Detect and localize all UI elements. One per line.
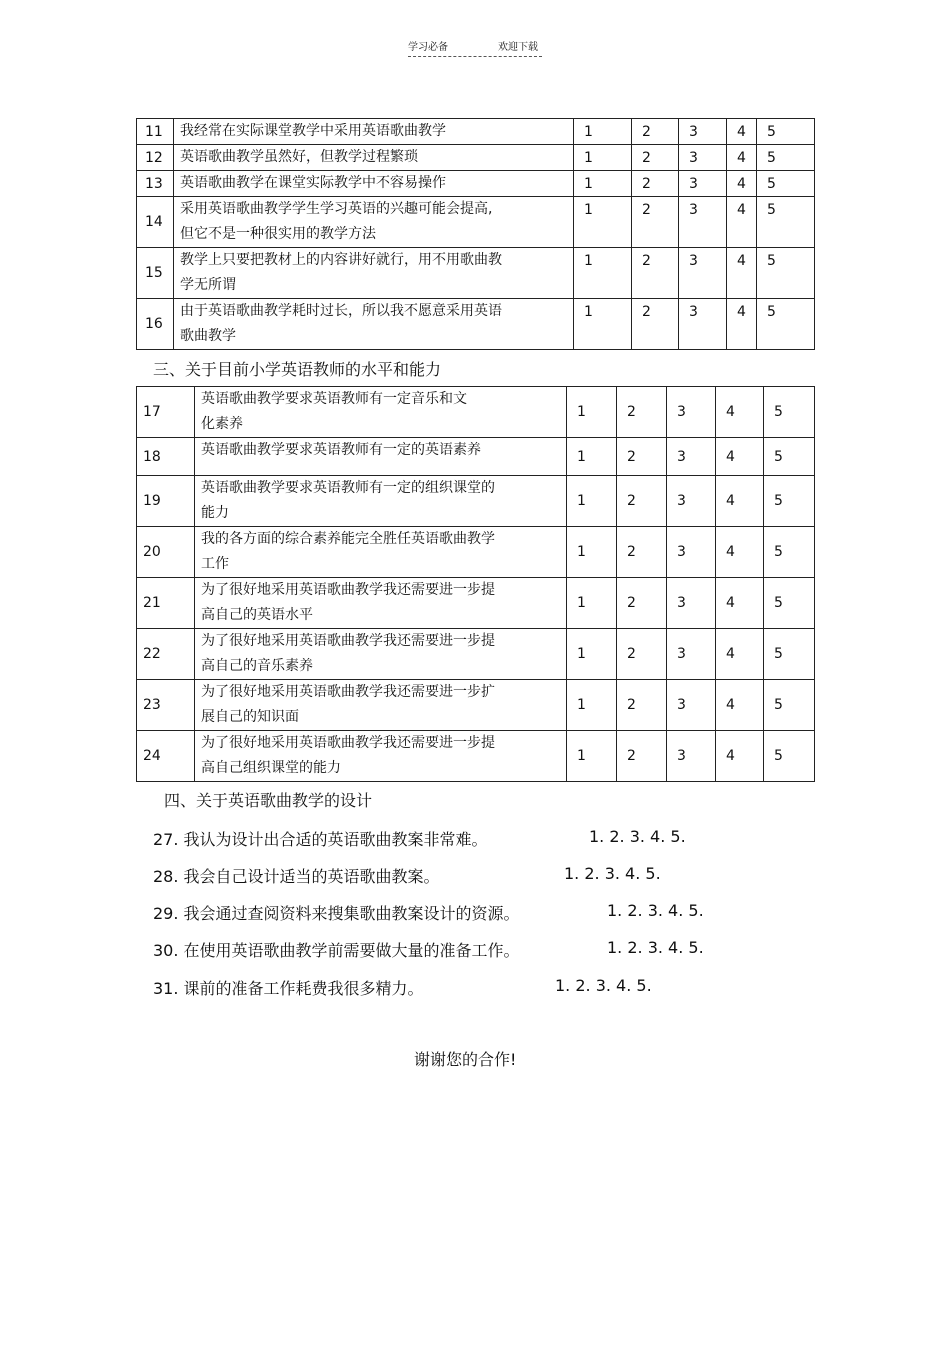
score-option[interactable]: 3	[679, 171, 727, 197]
score-option[interactable]: 1	[574, 248, 632, 299]
item-statement	[195, 578, 567, 629]
item-number: 20	[137, 527, 195, 578]
statement-line: 高自己组织课堂的能力	[201, 760, 341, 776]
item-statement	[195, 438, 567, 476]
item-number: 19	[137, 476, 195, 527]
item-statement	[195, 476, 567, 527]
score-option[interactable]: 4	[716, 731, 764, 782]
score-option[interactable]: 1	[567, 629, 617, 680]
item-statement	[195, 731, 567, 782]
score-option[interactable]: 5	[757, 299, 815, 350]
question-scale[interactable]: 1. 2. 3. 4. 5.	[607, 938, 704, 957]
score-option[interactable]: 1	[574, 299, 632, 350]
question-text: 27. 我认为设计出合适的英语歌曲教案非常难。	[153, 830, 488, 849]
statement-line: 我的各方面的综合素养能完全胜任英语歌曲教学	[201, 531, 495, 547]
score-option[interactable]: 2	[617, 476, 667, 527]
score-option[interactable]: 1	[574, 171, 632, 197]
survey-table-part2	[136, 118, 815, 350]
item-number: 14	[137, 197, 174, 248]
item-statement	[174, 119, 574, 145]
statement-line: 能力	[201, 505, 229, 521]
statement-line: 展自己的知识面	[201, 709, 299, 725]
statement-line: 英语歌曲教学要求英语教师有一定音乐和文	[201, 391, 467, 407]
item-statement	[174, 299, 574, 350]
question-text: 30. 在使用英语歌曲教学前需要做大量的准备工作。	[153, 941, 520, 960]
item-statement	[174, 145, 574, 171]
item-number: 15	[137, 248, 174, 299]
score-option[interactable]: 4	[727, 197, 757, 248]
score-option[interactable]: 1	[574, 197, 632, 248]
score-option[interactable]: 2	[617, 387, 667, 438]
statement-line: 为了很好地采用英语歌曲教学我还需要进一步提	[201, 582, 495, 598]
score-option[interactable]: 1	[567, 476, 617, 527]
item-statement	[195, 527, 567, 578]
statement-line: 歌曲教学	[180, 328, 236, 344]
question-scale[interactable]: 1. 2. 3. 4. 5.	[555, 976, 652, 995]
score-option[interactable]: 4	[727, 171, 757, 197]
table-row	[137, 145, 815, 171]
score-option[interactable]: 1	[567, 387, 617, 438]
item-number: 23	[137, 680, 195, 731]
table-row	[137, 248, 815, 299]
statement-line: 学无所谓	[180, 277, 236, 293]
score-option[interactable]: 3	[679, 145, 727, 171]
statement-line: 工作	[201, 556, 229, 572]
item-statement	[174, 171, 574, 197]
statement-line: 由于英语歌曲教学耗时过长，所以我不愿意采用英语	[180, 303, 502, 319]
statement-line: 化素养	[201, 416, 243, 432]
score-option[interactable]: 3	[667, 680, 716, 731]
score-option[interactable]: 5	[764, 680, 815, 731]
header-left-text: 学习必备	[408, 42, 448, 53]
score-option[interactable]: 4	[727, 145, 757, 171]
item-statement	[174, 248, 574, 299]
statement-line: 英语歌曲教学要求英语教师有一定的组织课堂的	[201, 480, 495, 496]
score-option[interactable]: 3	[667, 629, 716, 680]
statement-line: 为了很好地采用英语歌曲教学我还需要进一步提	[201, 633, 495, 649]
question-text: 31. 课前的准备工作耗费我很多精力。	[153, 979, 424, 998]
item-number: 18	[137, 438, 195, 476]
score-option[interactable]: 4	[727, 119, 757, 145]
score-option[interactable]: 2	[632, 197, 679, 248]
score-option[interactable]: 5	[757, 197, 815, 248]
score-option[interactable]: 1	[567, 680, 617, 731]
score-option[interactable]: 2	[617, 578, 667, 629]
statement-line: 但它不是一种很实用的教学方法	[180, 226, 376, 242]
section-4-heading: 四、关于英语歌曲教学的设计	[164, 791, 373, 810]
page-header	[408, 38, 542, 57]
statement-line: 为了很好地采用英语歌曲教学我还需要进一步扩	[201, 684, 495, 700]
survey-table-part3	[136, 386, 815, 782]
score-option[interactable]: 5	[764, 578, 815, 629]
score-option[interactable]: 1	[567, 527, 617, 578]
statement-line: 英语歌曲教学要求英语教师有一定的英语素养	[201, 442, 481, 458]
table-row	[137, 299, 815, 350]
score-option[interactable]: 2	[632, 171, 679, 197]
table-row	[137, 197, 815, 248]
item-number: 24	[137, 731, 195, 782]
item-number: 21	[137, 578, 195, 629]
thanks-note: 谢谢您的合作!	[414, 1050, 517, 1069]
statement-line: 采用英语歌曲教学学生学习英语的兴趣可能会提高,	[180, 201, 493, 217]
question-scale[interactable]: 1. 2. 3. 4. 5.	[607, 901, 704, 920]
table-row	[137, 387, 815, 438]
score-option[interactable]: 5	[757, 171, 815, 197]
item-number: 16	[137, 299, 174, 350]
table-row	[137, 119, 815, 145]
score-option[interactable]: 4	[716, 578, 764, 629]
score-option[interactable]: 4	[716, 476, 764, 527]
header-right-text: 欢迎下载	[498, 42, 538, 53]
table-row	[137, 476, 815, 527]
score-option[interactable]: 5	[764, 387, 815, 438]
score-option[interactable]: 2	[632, 119, 679, 145]
score-option[interactable]: 2	[632, 145, 679, 171]
score-option[interactable]: 5	[764, 629, 815, 680]
score-option[interactable]: 3	[679, 299, 727, 350]
question-text: 28. 我会自己设计适当的英语歌曲教案。	[153, 867, 440, 886]
table-row	[137, 578, 815, 629]
score-option[interactable]: 5	[757, 145, 815, 171]
table-row	[137, 680, 815, 731]
statement-line: 高自己的音乐素养	[201, 658, 313, 674]
item-statement	[195, 629, 567, 680]
score-option[interactable]: 4	[727, 299, 757, 350]
score-option[interactable]: 5	[764, 527, 815, 578]
score-option[interactable]: 2	[617, 527, 667, 578]
table-row	[137, 171, 815, 197]
item-number: 11	[137, 119, 174, 145]
score-option[interactable]: 2	[617, 731, 667, 782]
score-option[interactable]: 2	[617, 629, 667, 680]
question-scale[interactable]: 1. 2. 3. 4. 5.	[564, 864, 661, 883]
score-option[interactable]: 3	[667, 476, 716, 527]
score-option[interactable]: 4	[716, 387, 764, 438]
score-option[interactable]: 4	[716, 629, 764, 680]
item-number: 12	[137, 145, 174, 171]
item-number: 17	[137, 387, 195, 438]
score-option[interactable]: 1	[567, 438, 617, 476]
score-option[interactable]: 1	[574, 119, 632, 145]
score-option[interactable]: 2	[617, 680, 667, 731]
question-scale[interactable]: 1. 2. 3. 4. 5.	[589, 827, 686, 846]
score-option[interactable]: 3	[667, 578, 716, 629]
score-option[interactable]: 4	[727, 248, 757, 299]
statement-line: 为了很好地采用英语歌曲教学我还需要进一步提	[201, 735, 495, 751]
section-3-heading: 三、关于目前小学英语教师的水平和能力	[153, 360, 442, 379]
score-option[interactable]: 5	[757, 248, 815, 299]
statement-line: 我经常在实际课堂教学中采用英语歌曲教学	[180, 123, 446, 139]
score-option[interactable]: 3	[679, 119, 727, 145]
score-option[interactable]: 5	[764, 731, 815, 782]
item-number: 13	[137, 171, 174, 197]
score-option[interactable]: 5	[764, 476, 815, 527]
table-row	[137, 527, 815, 578]
question-text: 29. 我会通过查阅资料来搜集歌曲教案设计的资源。	[153, 904, 520, 923]
table-row	[137, 731, 815, 782]
score-option[interactable]: 4	[716, 680, 764, 731]
table-row	[137, 629, 815, 680]
statement-line: 英语歌曲教学在课堂实际教学中不容易操作	[180, 175, 446, 191]
score-option[interactable]: 4	[716, 527, 764, 578]
item-statement	[174, 197, 574, 248]
statement-line: 教学上只要把教材上的内容讲好就行，用不用歌曲教	[180, 252, 502, 268]
item-statement	[195, 680, 567, 731]
item-statement	[195, 387, 567, 438]
table-row	[137, 438, 815, 476]
score-option[interactable]: 3	[667, 731, 716, 782]
statement-line: 英语歌曲教学虽然好，但教学过程繁琐	[180, 149, 418, 165]
score-option[interactable]: 3	[667, 527, 716, 578]
item-number: 22	[137, 629, 195, 680]
score-option[interactable]: 3	[679, 248, 727, 299]
score-option[interactable]: 3	[667, 438, 716, 476]
score-option[interactable]: 3	[679, 197, 727, 248]
score-option[interactable]: 1	[567, 731, 617, 782]
score-option[interactable]: 2	[617, 438, 667, 476]
score-option[interactable]: 5	[764, 438, 815, 476]
statement-line: 高自己的英语水平	[201, 607, 313, 623]
score-option[interactable]: 3	[667, 387, 716, 438]
score-option[interactable]: 2	[632, 299, 679, 350]
score-option[interactable]: 5	[757, 119, 815, 145]
score-option[interactable]: 2	[632, 248, 679, 299]
score-option[interactable]: 4	[716, 438, 764, 476]
score-option[interactable]: 1	[574, 145, 632, 171]
score-option[interactable]: 1	[567, 578, 617, 629]
